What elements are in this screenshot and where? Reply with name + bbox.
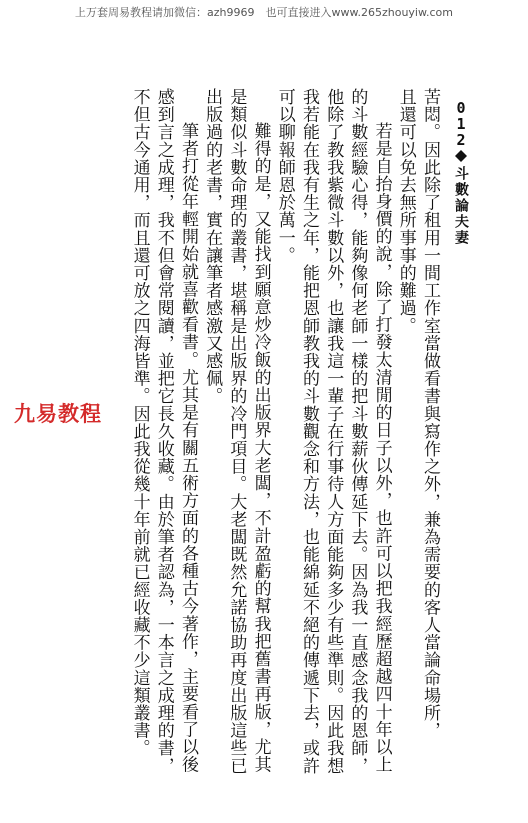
paragraph: 苦悶。因此除了租用一間工作室當做看書與寫作之外，兼為需要的客人當論命場所， — [420, 88, 440, 740]
overlay-watermark: 九易教程 — [14, 398, 102, 428]
page-number — [456, 100, 465, 148]
page-digit: 2 — [456, 131, 466, 149]
paragraph: 若是自抬身價的說，除了打發太清閒的日子以外，也許可以把我經歷超越四十年以上的斗數經驗心得，能夠像何老師一樣的把斗數薪伙傳延下去。因為我一直感念我的恩師，他除了教我紫微斗數以外，也讓我這一輩子在行事待人方面能夠多少有些準則。因此我想我若能在我有生之年，能把恩師教我的斗數觀念和方法，也能綿延不絕的傳遞下去，或許可以聊報師恩於萬一。 — [274, 88, 392, 775]
paragraph: 且還可以免去無所事事的難過。 — [395, 88, 416, 335]
page-digit: 0 — [456, 99, 466, 117]
top-watermark: 上万套周易教程请加微信：azh9969 也可直接进入www.265zhouyiw.com — [75, 6, 453, 19]
paragraph: 難得的是，又能找到願意炒冷飯的出版界大老闆，不計盈虧的幫我把舊書再版，尤其是類似斗數命理的叢書，堪稱是出版界的冷門項目。大老闆既然允諾協助再度出版這些已出版過的老書，實在讓筆者感激又感佩。 — [202, 88, 271, 775]
diamond-icon — [455, 150, 467, 162]
page-digit: 1 — [456, 115, 466, 133]
body-text — [127, 88, 442, 788]
page-header — [450, 100, 472, 246]
running-title: 斗數論夫妻 — [453, 166, 469, 246]
paragraph: 筆者打從年輕開始就喜歡看書。尤其是有關五術方面的各種古今著作，主要看了以後感到言之成理，我不但會常閱讀，並把它長久收藏。由於筆者認為，一本言之成理的書，不但古今通用，而且還可放之四海皆準。因此我從幾十年前就已經收藏不少這類叢書。 — [129, 88, 198, 775]
